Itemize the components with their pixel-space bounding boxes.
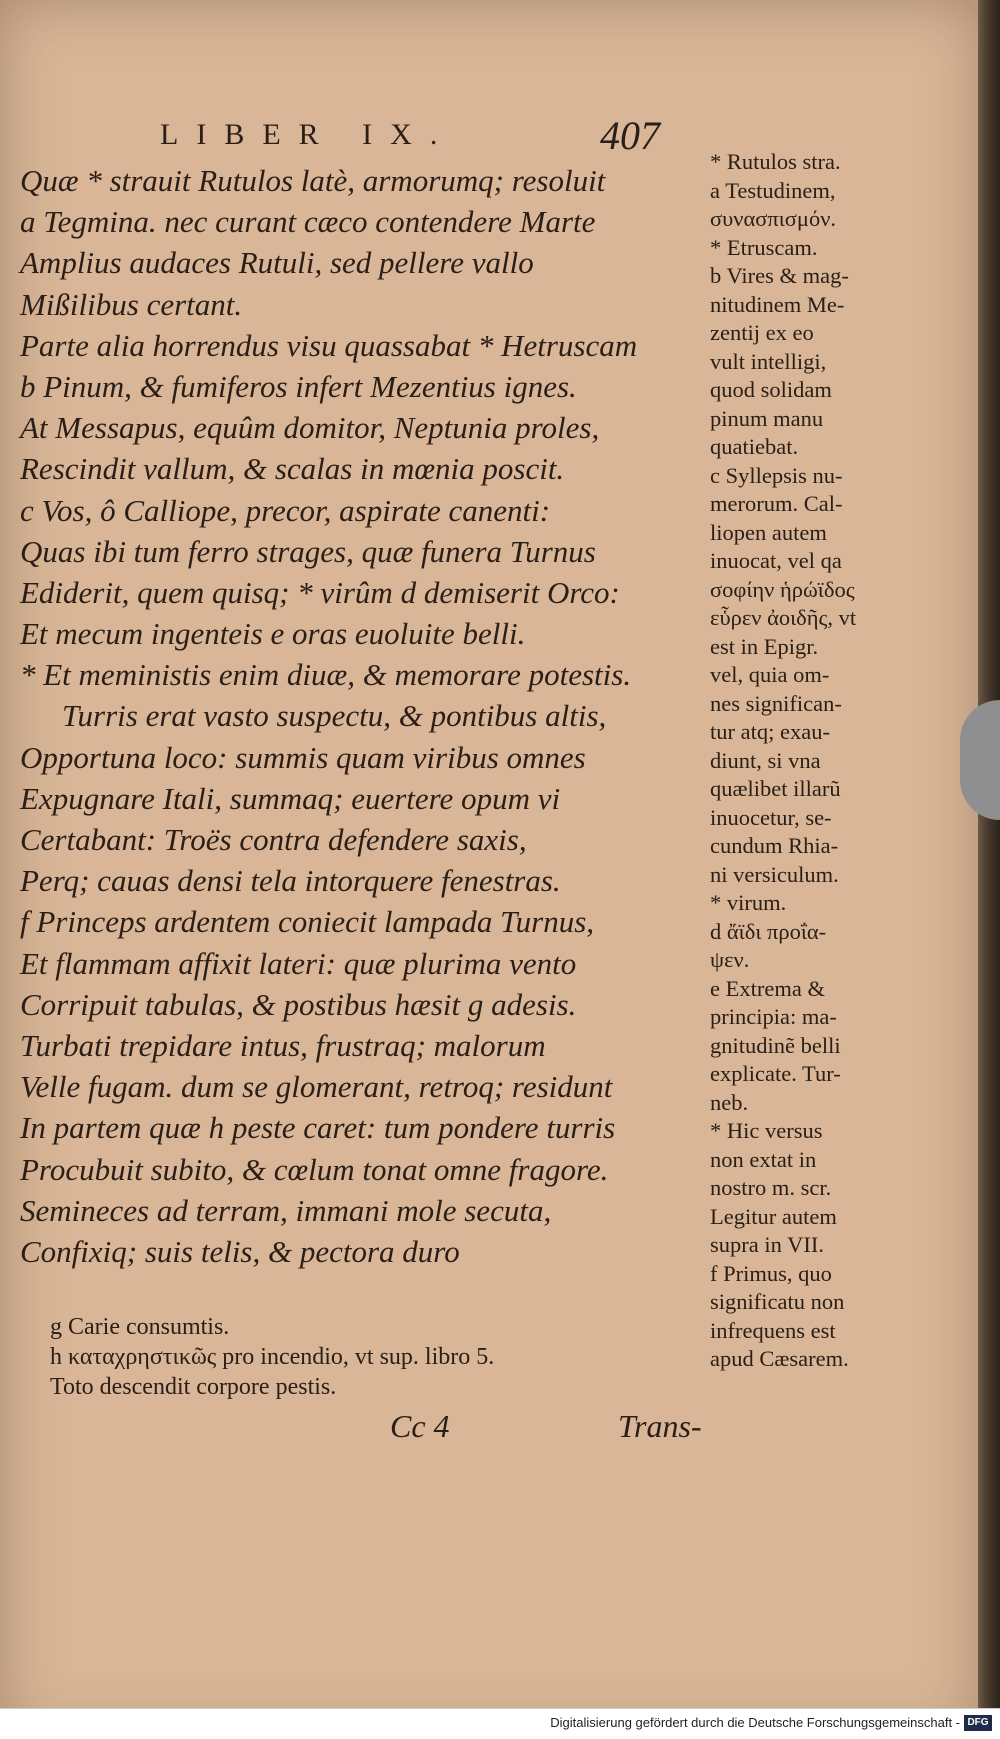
book-binding-edge [978, 0, 1000, 1739]
margin-note-line: * virum. [710, 890, 787, 915]
margin-note-line: diunt, si vna [710, 747, 821, 773]
margin-note-line: quælibet illarũ [710, 776, 841, 801]
verse-line: Opportuna loco: summis quam viribus omnes [20, 739, 586, 775]
verse-line: Parte alia horrendus visu quassabat * Hetruscam [20, 327, 638, 363]
footer-credit: Digitalisierung gefördert durch die Deutsche Forschungsgemeinschaft - [550, 1715, 960, 1730]
margin-note-line: cundum Rhia- [710, 833, 839, 858]
margin-note-line: principia: ma- [710, 1004, 837, 1029]
verse-line: Rescindit vallum, & scalas in mœnia poscit. [20, 451, 565, 487]
margin-note-line: σοφίην ἡρώϊδος [710, 576, 855, 602]
margin-note-line: pinum manu [710, 405, 824, 431]
margin-note-line: nostro m. scr. [710, 1175, 832, 1200]
verse-line: Quæ * strauit Rutulos latè, armorumq; resoluit [20, 163, 606, 198]
footnotes [50, 1312, 710, 1402]
margin-note-line: supra in VII. [710, 1232, 824, 1257]
page-foot [0, 1408, 720, 1448]
verse-line: Corripuit tabulas, & postibus hæsit g adesis. [20, 986, 577, 1022]
margin-note-line: zentij ex eo [710, 320, 814, 345]
margin-note-line: explicate. Tur- [710, 1061, 841, 1086]
margin-note-line: inuocat, vel qa [710, 548, 842, 573]
margin-note-line: ψεν. [710, 947, 750, 972]
verse-line: In partem quæ h peste caret: tum pondere turris [20, 1110, 616, 1146]
margin-note-line: inuocetur, se- [710, 804, 832, 830]
footnote: g Carie consumtis. [50, 1314, 230, 1340]
margin-note-line: gnitudinẽ belli [710, 1032, 841, 1058]
verse-line: Confixiq; suis telis, & pectora duro [20, 1233, 460, 1269]
dfg-logo-icon: DFG [964, 1715, 992, 1731]
margin-note-line: συνασπισμόν. [710, 206, 837, 231]
verse-line: Turbati trepidare intus, frustraq; malorum [20, 1027, 546, 1063]
margin-note-line: vult intelligi, [710, 348, 827, 374]
footnote: Toto descendit corpore pestis. [50, 1374, 337, 1400]
margin-note-line: infrequens est [710, 1317, 836, 1343]
margin-note-line: quatiebat. [710, 434, 799, 459]
margin-note-line: b Vires & mag- [710, 263, 849, 288]
margin-note-line: nes significan- [710, 690, 842, 716]
margin-note-line: merorum. Cal- [710, 491, 843, 516]
verse-line: Perq; cauas densi tela intorquere fenestras. [20, 863, 561, 899]
verse-line: c Vos, ô Calliope, precor, aspirate canenti: [20, 492, 551, 528]
margin-notes [710, 148, 900, 1374]
margin-note-line: tur atq; exau- [710, 719, 830, 744]
verse-line: * Et meministis enim diuæ, & memorare potestis. [20, 657, 632, 693]
margin-note-line: est in Epigr. [710, 633, 819, 659]
verse-line: Semineces ad terram, immani mole secuta, [20, 1192, 552, 1228]
verse-line: f Princeps ardentem coniecit lampada Turnus, [20, 904, 595, 940]
verse-line: Velle fugam. dum se glomerant, retroq; residunt [20, 1069, 613, 1105]
verse-line: Turris erat vasto suspectu, & pontibus altis, [62, 698, 607, 734]
digitization-footer [0, 1708, 1000, 1739]
verse-line: Quas ibi tum ferro strages, quæ funera Turnus [20, 533, 596, 569]
page-number: 407 [600, 113, 660, 158]
verse-text [20, 160, 710, 1272]
margin-note-line: nitudinem Me- [710, 291, 845, 317]
margin-note-line: f Primus, quo [710, 1260, 832, 1286]
verse-line: a Tegmina. nec curant cæco contendere Marte [20, 204, 596, 240]
margin-note-line: e Extrema & [710, 975, 825, 1001]
margin-note-line: vel, quia om- [710, 662, 830, 687]
verse-line: Et mecum ingenteis e oras euoluite belli. [20, 616, 526, 652]
verse-line: Ediderit, quem quisq; * virûm d demiserit Orco: [20, 574, 620, 610]
verse-line: Amplius audaces Rutuli, sed pellere vallo [20, 245, 534, 281]
margin-note-line: c Syllepsis nu- [710, 462, 843, 488]
verse-line: Certabant: Troës contra defendere saxis, [20, 822, 527, 857]
margin-note-line: Legitur autem [710, 1203, 837, 1229]
margin-note-line: significatu non [710, 1289, 845, 1314]
clasp-icon [960, 700, 1000, 820]
margin-note-line: liopen autem [710, 519, 827, 545]
margin-note-line: neb. [710, 1089, 749, 1115]
margin-note-line: quod solidam [710, 377, 832, 402]
margin-note-line: a Testudinem, [710, 177, 836, 203]
running-title: LIBER IX. [160, 118, 456, 151]
margin-note-line: * Etruscam. [710, 234, 818, 260]
verse-line: At Messapus, equûm domitor, Neptunia proles, [20, 410, 600, 446]
verse-line: Procubuit subito, & cœlum tonat omne fragore. [20, 1151, 609, 1187]
margin-note-line: d ἄϊδι προΐα- [710, 918, 827, 944]
margin-note-line: non extat in [710, 1146, 817, 1172]
margin-note-line: ni versiculum. [710, 861, 839, 887]
margin-note-line: εὗρεν ἀοιδῆς, vt [710, 605, 857, 630]
margin-note-line: * Hic versus [710, 1118, 823, 1143]
verse-line: Et flammam affixit lateri: quæ plurima vento [20, 945, 577, 981]
footnote: h καταχρηστικῶς pro incendio, vt sup. libro 5. [50, 1344, 495, 1370]
verse-line: b Pinum, & fumiferos infert Mezentius ignes. [20, 368, 577, 404]
verse-line: Mißilibus certant. [20, 286, 243, 322]
margin-note-line: * Rutulos stra. [710, 149, 841, 174]
verse-line: Expugnare Itali, summaq; euertere opum vi [20, 780, 561, 816]
signature-mark: Cc 4 [390, 1408, 450, 1444]
margin-note-line: apud Cæsarem. [710, 1346, 849, 1371]
running-head [160, 113, 720, 158]
catchword: Trans- [618, 1408, 702, 1444]
